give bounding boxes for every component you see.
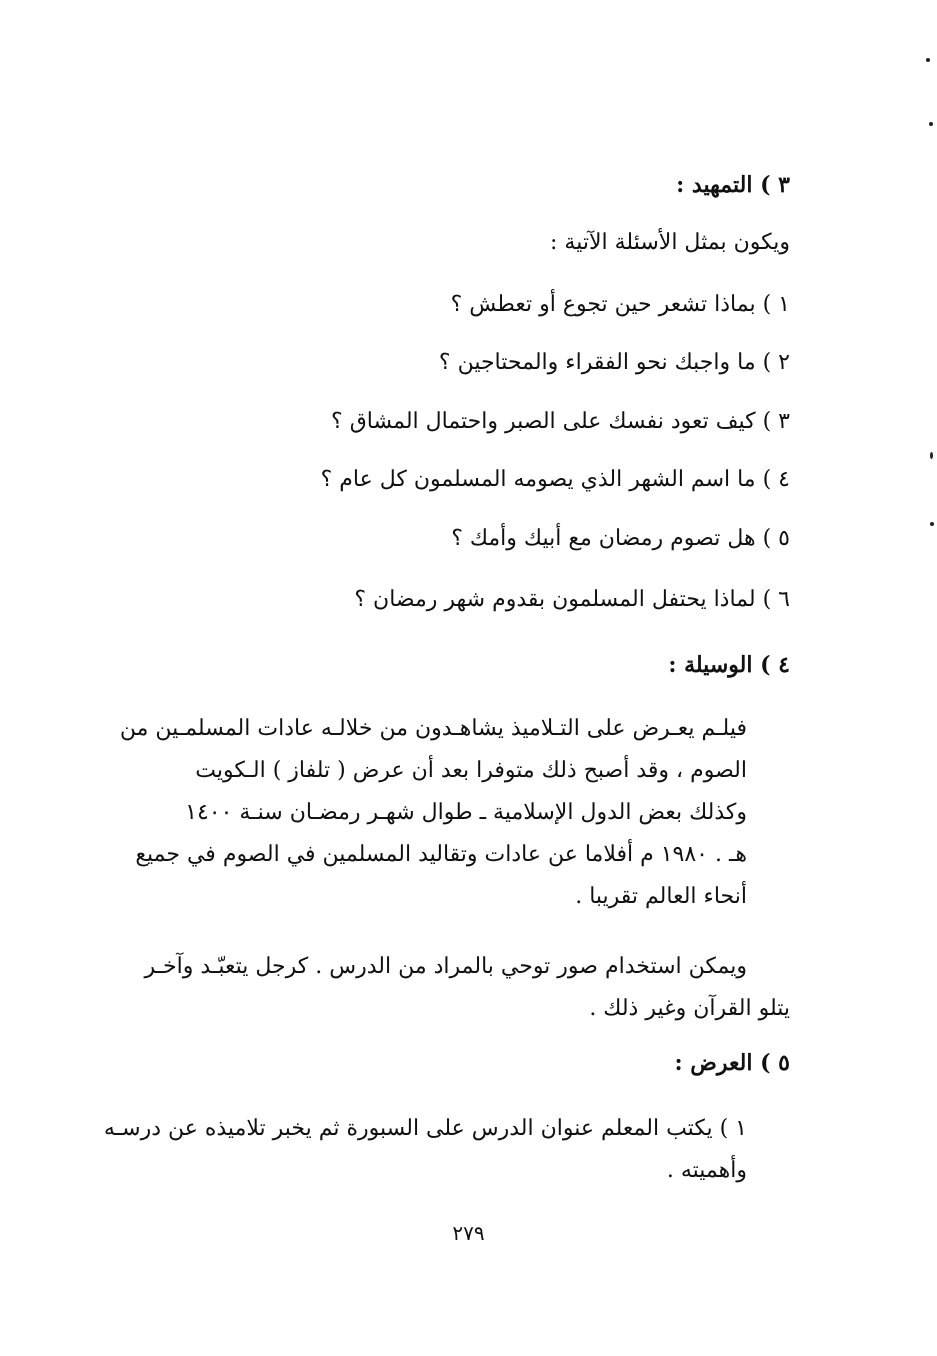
paragraph-line: ويمكن استخدام صور توحي بالمراد من الدرس . كرجل يتعبّـد وآخـر [144,954,747,979]
section-4-paragraph-2-line-2: يتلو القرآن وغير ذلك . [589,996,790,1021]
paragraph-line: هـ . ١٩٨٠ م أفلاما عن عادات وتقاليد المسلمين في الصوم في جميع [135,842,747,867]
paragraph-line: وأهميته . [666,1158,747,1183]
paragraph-line: ١ ) يكتب المعلم عنوان الدرس على السبورة ثم يخبر تلاميذه عن درسـه [103,1116,747,1141]
question-3: ٣ ) كيف تعود نفسك على الصبر واحتمال المشاق ؟ [331,409,790,434]
section-5-item-1 [103,1108,747,1192]
question-5: ٥ ) هل تصوم رمضان مع أبيك وأمك ؟ [451,526,790,551]
paragraph-line: أنحاء العالم تقريبا . [575,884,747,909]
paragraph-line: وكذلك بعض الدول الإسلامية ـ طوال شهـر رمضـان سنـة ١٤٠٠ [185,800,747,825]
paragraph-line: فيلـم يعـرض على التـلاميذ يشاهـدون من خلالـه عادات المسلمـين من [119,716,747,741]
question-6: ٦ ) لماذا يحتفل المسلمون بقدوم شهر رمضان ؟ [354,587,790,612]
section-5-heading: ٥ ) العرض : [674,1050,790,1076]
section-4-paragraph-1 [119,708,747,918]
question-2: ٢ ) ما واجبك نحو الفقراء والمحتاجين ؟ [438,350,790,375]
scan-speck [930,522,934,526]
paragraph-line: الصوم ، وقد أصبح ذلك متوفرا بعد أن عرض ( تلفاز ) الـكويت [195,758,747,783]
question-1: ١ ) بماذا تشعر حين تجوع أو تعطش ؟ [450,292,790,317]
section-4-heading: ٤ ) الوسيلة : [668,652,790,678]
section-3-heading: ٣ ) التمهيد : [676,172,790,198]
scan-speck [926,58,930,62]
question-4: ٤ ) ما اسم الشهر الذي يصومه المسلمون كل عام ؟ [320,467,790,492]
scan-speck [929,122,933,126]
scan-speck [930,452,933,459]
section-3-intro: ويكون بمثل الأسئلة الآتية : [550,230,790,255]
section-4-paragraph-2 [127,946,747,988]
page-number: ٢٧٩ [452,1221,485,1245]
